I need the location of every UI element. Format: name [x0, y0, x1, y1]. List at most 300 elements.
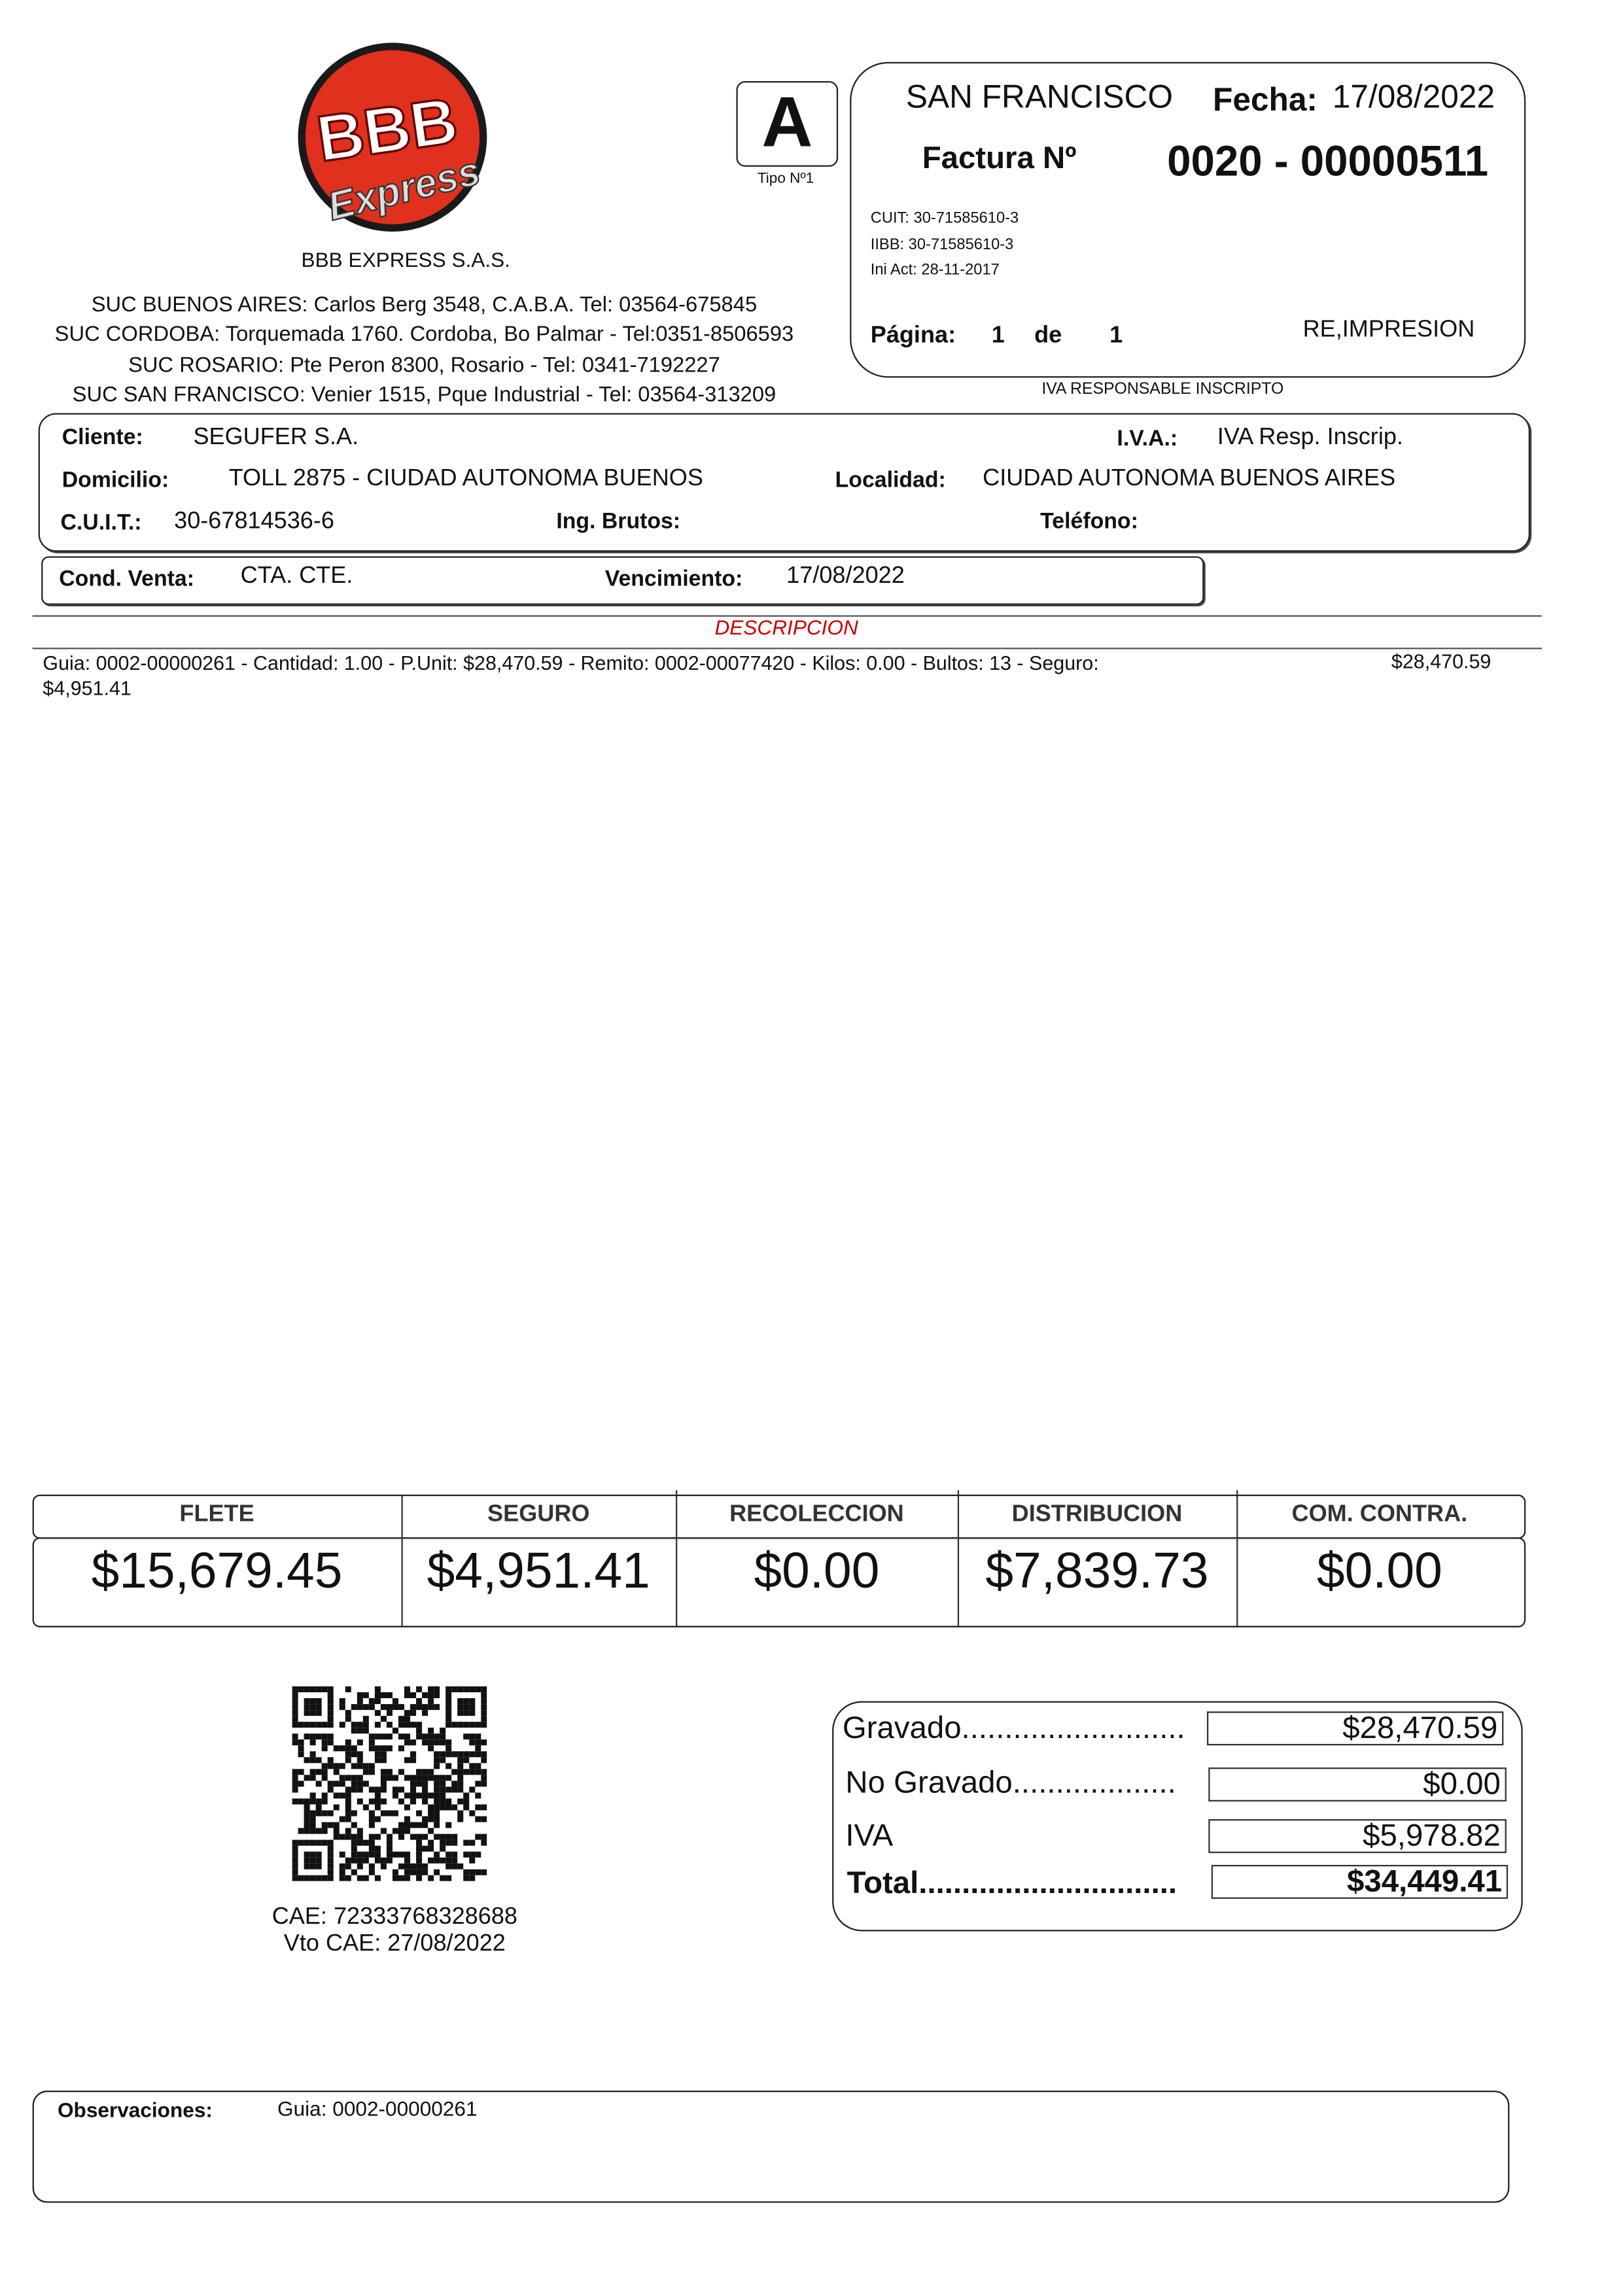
client-name: SEGUFER S.A.	[193, 425, 359, 450]
qr-module	[322, 1798, 328, 1804]
qr-module	[445, 1852, 451, 1858]
qr-module	[357, 1704, 363, 1710]
qr-module	[445, 1804, 451, 1810]
qr-module	[457, 1704, 463, 1710]
charge-value-com-contra: $0.00	[1316, 1543, 1442, 1599]
qr-module	[340, 1763, 345, 1769]
qr-module	[304, 1840, 310, 1846]
qr-module	[310, 1817, 316, 1822]
qr-module	[310, 1792, 316, 1798]
qr-module	[292, 1739, 298, 1745]
qr-module	[398, 1852, 404, 1858]
qr-module	[393, 1870, 398, 1875]
qr-module	[310, 1775, 316, 1781]
qr-module	[398, 1798, 404, 1804]
qr-module	[434, 1834, 440, 1840]
qr-module	[457, 1710, 463, 1716]
qr-module	[345, 1817, 351, 1822]
qr-module	[457, 1698, 463, 1704]
qr-module	[475, 1781, 481, 1786]
qr-module	[404, 1792, 410, 1798]
qr-module	[363, 1704, 369, 1710]
qr-module	[428, 1704, 434, 1710]
qr-module	[445, 1704, 451, 1710]
qr-module	[310, 1828, 316, 1834]
qr-module	[345, 1804, 351, 1810]
qr-module	[457, 1722, 463, 1728]
qr-module	[345, 1786, 351, 1792]
qr-module	[475, 1870, 481, 1875]
qr-module	[404, 1692, 410, 1698]
client-cuit: 30-67814536-6	[174, 509, 334, 534]
qr-module	[416, 1840, 422, 1846]
qr-module	[404, 1710, 410, 1716]
qr-module	[469, 1739, 475, 1745]
qr-module	[434, 1692, 440, 1698]
qr-module	[387, 1692, 393, 1698]
qr-module	[328, 1810, 334, 1816]
qr-module	[428, 1739, 434, 1745]
charge-value-seguro: $4,951.41	[427, 1543, 650, 1599]
qr-module	[451, 1769, 457, 1775]
qr-module	[375, 1798, 381, 1804]
qr-module	[298, 1745, 304, 1751]
qr-module	[375, 1745, 381, 1751]
qr-module	[310, 1733, 316, 1739]
qr-module	[345, 1828, 351, 1834]
telefono-label: Teléfono:	[1040, 509, 1138, 534]
qr-module	[481, 1804, 487, 1810]
qr-module	[334, 1769, 340, 1775]
qr-module	[322, 1745, 328, 1751]
qr-module	[416, 1846, 422, 1852]
qr-module	[298, 1751, 304, 1757]
localidad-label: Localidad:	[835, 467, 946, 493]
qr-module	[434, 1733, 440, 1739]
qr-module	[369, 1822, 375, 1828]
client-cuit-label: C.U.I.T.:	[60, 510, 142, 536]
qr-module	[322, 1733, 328, 1739]
qr-module	[369, 1786, 375, 1792]
qr-module	[340, 1781, 345, 1786]
qr-module	[393, 1775, 398, 1781]
qr-module	[345, 1864, 351, 1870]
qr-module	[445, 1864, 451, 1870]
qr-module	[445, 1716, 451, 1722]
qr-module	[304, 1722, 310, 1728]
qr-module	[304, 1733, 310, 1739]
qr-module	[410, 1775, 416, 1781]
qr-module	[457, 1798, 463, 1804]
qr-module	[481, 1834, 487, 1840]
qr-module	[475, 1751, 481, 1757]
cond-venta: CTA. CTE.	[240, 563, 353, 589]
qr-module	[451, 1751, 457, 1757]
observaciones-box	[33, 2091, 1510, 2202]
qr-module	[381, 1810, 387, 1816]
qr-module	[357, 1858, 363, 1864]
total-label: Total..............................	[846, 1866, 1178, 1901]
qr-module	[351, 1870, 357, 1875]
qr-module	[316, 1810, 322, 1816]
qr-module	[351, 1775, 357, 1781]
qr-module	[434, 1798, 440, 1804]
qr-module	[422, 1792, 428, 1798]
qr-module	[387, 1858, 393, 1864]
qr-module	[369, 1733, 375, 1739]
qr-module	[328, 1846, 334, 1852]
qr-module	[416, 1722, 422, 1728]
qr-module	[369, 1834, 375, 1840]
qr-module	[316, 1769, 322, 1775]
qr-module	[351, 1810, 357, 1816]
qr-module	[404, 1864, 410, 1870]
qr-code	[292, 1686, 487, 1881]
qr-module	[404, 1822, 410, 1828]
qr-module	[292, 1686, 298, 1692]
qr-module	[292, 1716, 298, 1722]
qr-module	[292, 1698, 298, 1704]
qr-module	[381, 1798, 387, 1804]
qr-module	[351, 1840, 357, 1846]
logo-text-bbb: BBB	[312, 84, 462, 176]
qr-module	[316, 1781, 322, 1786]
qr-module	[422, 1692, 428, 1698]
qr-module	[375, 1722, 381, 1728]
qr-module	[328, 1781, 334, 1786]
qr-module	[310, 1798, 316, 1804]
qr-module	[440, 1840, 445, 1846]
qr-module	[469, 1704, 475, 1710]
qr-module	[369, 1745, 375, 1751]
qr-module	[393, 1786, 398, 1792]
qr-module	[381, 1775, 387, 1781]
qr-module	[440, 1798, 445, 1804]
description-amount: $28,470.59	[1391, 650, 1492, 673]
qr-module	[475, 1733, 481, 1739]
qr-module	[334, 1781, 340, 1786]
qr-module	[428, 1846, 434, 1852]
qr-module	[434, 1686, 440, 1692]
charge-value-flete: $15,679.45	[91, 1543, 343, 1599]
qr-module	[404, 1852, 410, 1858]
qr-module	[404, 1686, 410, 1692]
qr-module	[445, 1722, 451, 1728]
branch-line: SUC CORDOBA: Torquemada 1760. Cordoba, Bo Palmar - Tel:0351-8506593	[54, 323, 794, 347]
qr-module	[434, 1775, 440, 1781]
qr-module	[422, 1786, 428, 1792]
qr-module	[310, 1757, 316, 1763]
qr-module	[410, 1722, 416, 1728]
qr-module	[369, 1870, 375, 1875]
qr-module	[322, 1792, 328, 1798]
qr-module	[416, 1822, 422, 1828]
qr-module	[410, 1792, 416, 1798]
qr-module	[463, 1875, 469, 1881]
qr-module	[398, 1834, 404, 1840]
qr-module	[445, 1751, 451, 1757]
qr-module	[440, 1775, 445, 1781]
qr-module	[451, 1722, 457, 1728]
qr-module	[463, 1792, 469, 1798]
fecha-label: Fecha:	[1213, 81, 1318, 118]
qr-module	[340, 1775, 345, 1781]
invoice-number: 0020 - 00000511	[1167, 139, 1489, 186]
qr-module	[375, 1852, 381, 1858]
qr-module	[328, 1840, 334, 1846]
qr-module	[422, 1739, 428, 1745]
cae-block	[236, 1905, 553, 1958]
qr-module	[404, 1804, 410, 1810]
qr-module	[416, 1864, 422, 1870]
qr-module	[381, 1828, 387, 1834]
qr-module	[463, 1698, 469, 1704]
qr-module	[322, 1739, 328, 1745]
qr-module	[357, 1763, 363, 1769]
qr-module	[463, 1798, 469, 1804]
qr-module	[298, 1739, 304, 1745]
qr-module	[292, 1864, 298, 1870]
qr-module	[422, 1733, 428, 1739]
qr-module	[428, 1692, 434, 1698]
domicilio-label: Domicilio:	[61, 467, 169, 493]
qr-module	[481, 1775, 487, 1781]
qr-module	[387, 1704, 393, 1710]
qr-module	[381, 1716, 387, 1722]
qr-module	[416, 1704, 422, 1710]
qr-module	[357, 1698, 363, 1704]
qr-module	[369, 1817, 375, 1822]
qr-module	[451, 1834, 457, 1840]
vencimiento-label: Vencimiento:	[604, 566, 743, 592]
invoice-date: 17/08/2022	[1332, 78, 1495, 115]
qr-module	[469, 1858, 475, 1864]
qr-module	[410, 1786, 416, 1792]
qr-module	[440, 1834, 445, 1840]
qr-module	[428, 1828, 434, 1834]
qr-module	[475, 1686, 481, 1692]
qr-module	[340, 1875, 345, 1881]
qr-module	[334, 1763, 340, 1769]
de-label: de	[1034, 322, 1062, 349]
qr-module	[310, 1769, 316, 1775]
qr-module	[475, 1817, 481, 1822]
invoice-type-label: Tipo Nº1	[757, 171, 814, 188]
qr-module	[357, 1757, 363, 1763]
qr-module	[428, 1728, 434, 1733]
qr-module	[457, 1769, 463, 1775]
qr-module	[351, 1846, 357, 1852]
qr-module	[410, 1739, 416, 1745]
qr-module	[304, 1822, 310, 1828]
qr-module	[457, 1763, 463, 1769]
qr-module	[451, 1786, 457, 1792]
qr-module	[434, 1763, 440, 1769]
qr-module	[463, 1704, 469, 1710]
qr-module	[363, 1804, 369, 1810]
qr-module	[451, 1781, 457, 1786]
qr-module	[404, 1875, 410, 1881]
qr-module	[316, 1864, 322, 1870]
qr-module	[369, 1798, 375, 1804]
qr-module	[304, 1757, 310, 1763]
qr-module	[310, 1710, 316, 1716]
description-line: $4,951.41	[43, 677, 131, 700]
qr-module	[469, 1810, 475, 1816]
qr-module	[393, 1728, 398, 1733]
pagina-label: Página:	[870, 322, 956, 349]
qr-module	[434, 1858, 440, 1864]
qr-module	[404, 1757, 410, 1763]
qr-module	[304, 1864, 310, 1870]
qr-module	[398, 1864, 404, 1870]
qr-module	[463, 1840, 469, 1846]
qr-module	[398, 1875, 404, 1881]
qr-module	[410, 1822, 416, 1828]
branch-line: SUC SAN FRANCISCO: Venier 1515, Pque Industrial - Tel: 03564-313209	[72, 383, 777, 408]
qr-module	[292, 1733, 298, 1739]
qr-module	[316, 1733, 322, 1739]
qr-module	[381, 1751, 387, 1757]
description-line: Guia: 0002-00000261 - Cantidad: 1.00 - P.Unit: $28,470.59 - Remito: 0002-00077420 - Kilos: 0.00 - Bultos: 13 - Seguro:	[43, 652, 1099, 674]
charge-label-seguro: SEGURO	[487, 1502, 590, 1527]
qr-module	[328, 1822, 334, 1828]
qr-module	[328, 1864, 334, 1870]
qr-module	[469, 1710, 475, 1716]
logo-text-express: Express	[323, 148, 485, 229]
qr-module	[445, 1875, 451, 1881]
qr-module	[416, 1775, 422, 1781]
qr-module	[451, 1852, 457, 1858]
qr-module	[440, 1781, 445, 1786]
qr-module	[328, 1858, 334, 1864]
qr-module	[445, 1686, 451, 1692]
qr-module	[410, 1757, 416, 1763]
cae-expiry: Vto CAE: 27/08/2022	[283, 1931, 506, 1957]
qr-module	[481, 1739, 487, 1745]
qr-module	[340, 1722, 345, 1728]
qr-module	[428, 1775, 434, 1781]
qr-module	[481, 1840, 487, 1846]
qr-module	[316, 1798, 322, 1804]
qr-module	[363, 1840, 369, 1846]
qr-module	[340, 1852, 345, 1858]
qr-module	[481, 1710, 487, 1716]
page-number: 1	[991, 322, 1005, 349]
qr-module	[328, 1716, 334, 1722]
qr-module	[351, 1858, 357, 1864]
qr-module	[363, 1763, 369, 1769]
qr-module	[445, 1745, 451, 1751]
qr-module	[393, 1828, 398, 1834]
qr-module	[434, 1870, 440, 1875]
qr-module	[292, 1840, 298, 1846]
qr-module	[422, 1864, 428, 1870]
qr-module	[292, 1870, 298, 1875]
qr-module	[328, 1875, 334, 1881]
qr-module	[369, 1810, 375, 1816]
qr-module	[322, 1775, 328, 1781]
qr-module	[340, 1870, 345, 1875]
qr-module	[398, 1828, 404, 1834]
charge-label-distribucion: DISTRIBUCION	[1011, 1502, 1183, 1527]
qr-module	[428, 1769, 434, 1775]
qr-module	[416, 1792, 422, 1798]
qr-module	[416, 1870, 422, 1875]
qr-module	[328, 1852, 334, 1858]
qr-module	[322, 1840, 328, 1846]
qr-module	[345, 1686, 351, 1692]
qr-module	[416, 1733, 422, 1739]
qr-module	[351, 1781, 357, 1786]
qr-module	[434, 1810, 440, 1816]
qr-module	[310, 1751, 316, 1757]
qr-module	[381, 1692, 387, 1698]
qr-module	[292, 1875, 298, 1881]
charge-value-distribucion: $7,839.73	[985, 1543, 1209, 1599]
qr-module	[375, 1757, 381, 1763]
qr-module	[322, 1686, 328, 1692]
qr-module	[363, 1692, 369, 1698]
qr-module	[469, 1686, 475, 1692]
charge-value-recoleccion: $0.00	[754, 1543, 880, 1599]
iva-condition: IVA RESPONSABLE INSCRIPTO	[1041, 380, 1284, 398]
qr-module	[469, 1733, 475, 1739]
qr-module	[422, 1870, 428, 1875]
qr-module	[404, 1817, 410, 1822]
qr-module	[298, 1798, 304, 1804]
qr-module	[375, 1751, 381, 1757]
qr-module	[316, 1828, 322, 1834]
qr-module	[404, 1733, 410, 1739]
qr-module	[316, 1722, 322, 1728]
qr-module	[416, 1810, 422, 1816]
qr-module	[475, 1739, 481, 1745]
observaciones-label: Observaciones:	[57, 2098, 213, 2122]
qr-module	[387, 1840, 393, 1846]
qr-module	[345, 1775, 351, 1781]
qr-module	[304, 1817, 310, 1822]
qr-module	[304, 1775, 310, 1781]
qr-module	[469, 1786, 475, 1792]
qr-module	[469, 1870, 475, 1875]
qr-module	[398, 1822, 404, 1828]
qr-module	[434, 1781, 440, 1786]
qr-module	[310, 1840, 316, 1846]
client-locality: CIUDAD AUTONOMA BUENOS AIRES	[983, 466, 1396, 492]
cae-number: CAE: 72333768328688	[271, 1904, 517, 1930]
qr-module	[369, 1846, 375, 1852]
iva-label: I.V.A.:	[1117, 426, 1178, 452]
qr-module	[457, 1817, 463, 1822]
qr-module	[481, 1692, 487, 1698]
qr-module	[369, 1739, 375, 1745]
total-value: $34,449.41	[1212, 1865, 1508, 1899]
qr-module	[304, 1875, 310, 1881]
qr-module	[481, 1870, 487, 1875]
qr-module	[357, 1692, 363, 1698]
qr-module	[469, 1751, 475, 1757]
observaciones-value: Guia: 0002-00000261	[277, 2096, 478, 2121]
iva-total-label: IVA	[845, 1819, 894, 1853]
company-logo	[295, 37, 496, 237]
qr-module	[328, 1739, 334, 1745]
qr-module	[440, 1733, 445, 1739]
qr-module	[298, 1781, 304, 1786]
qr-module	[422, 1769, 428, 1775]
qr-module	[410, 1704, 416, 1710]
qr-module	[357, 1875, 363, 1881]
